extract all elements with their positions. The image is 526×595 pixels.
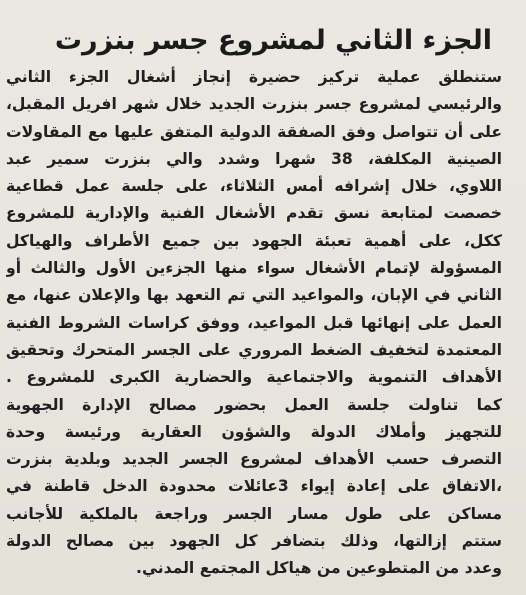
article-line: الثاني في الإبان، والمواعيد التي تم التعهد بها والإعلان عنها، مع (6, 286, 502, 305)
article-line: المسؤولة لإتمام الأشغال سواء منها الجزءين الأول والثالث أو (6, 259, 502, 278)
article-line: وعدد من المتطوعين من هياكل المجتمع المدني. (136, 559, 502, 578)
article-line: كما تناولت جلسة العمل بحضور مصالح الإدارة الجهوية (6, 395, 502, 414)
article-line: الصينية المكلفة، 38 شهرا وشدد والي بنزرت سمير عبد (6, 149, 502, 168)
article-line: ستتم إزالتها، وذلك بتضافر كل الجهود بين مصالح الدولة (6, 532, 502, 551)
article-body (6, 64, 502, 583)
article-line: والرئيسي لمشروع جسر بنزرت الجديد خلال شهر افريل المقبل، (6, 95, 502, 114)
article-headline: الجزء الثاني لمشروع جسر بنزرت (54, 25, 492, 56)
article-line: ككل، على أهمية تعبئة الجهود بين جميع الأطراف والهياكل (6, 231, 502, 250)
article-line: التصرف حسب الأهداف لمشروع الجسر الجديد وبلدية بنزرت (6, 450, 502, 469)
article-line: خصصت لمتابعة نسق تقدم الأشغال الفنية والإدارية للمشروع (6, 204, 502, 223)
article-line: ستنطلق عملية تركيز حضيرة إنجاز أشغال الجزء الثاني (6, 68, 502, 86)
article-line: الأهداف التنموية والاجتماعية والحضارية الكبرى للمشروع . (6, 368, 502, 387)
article-line: مساكن على طول مسار الجسر وراجعة بالملكية للأجانب (6, 504, 502, 523)
article-line: العمل على إنهائها قبل المواعيد، ووفق كراسات الشروط الفنية (6, 313, 502, 332)
article-line: المعتمدة لتخفيف الضغط المروري على الجسر المتحرك وتحقيق (6, 340, 502, 359)
article-line: ،الاتفاق على إعادة إيواء 3عائلات محدودة الدخل قاطنة في (6, 477, 502, 496)
article-line: للتجهيز وأملاك الدولة والشؤون العقارية ورئيسة وحدة (6, 422, 502, 441)
article-line: اللاوي، خلال إشرافه أمس الثلاثاء، على جلسة عمل قطاعية (6, 177, 502, 196)
article-line: على أن تتواصل وفق الصفقة الدولية المتفق عليها مع المقاولات (6, 122, 502, 141)
